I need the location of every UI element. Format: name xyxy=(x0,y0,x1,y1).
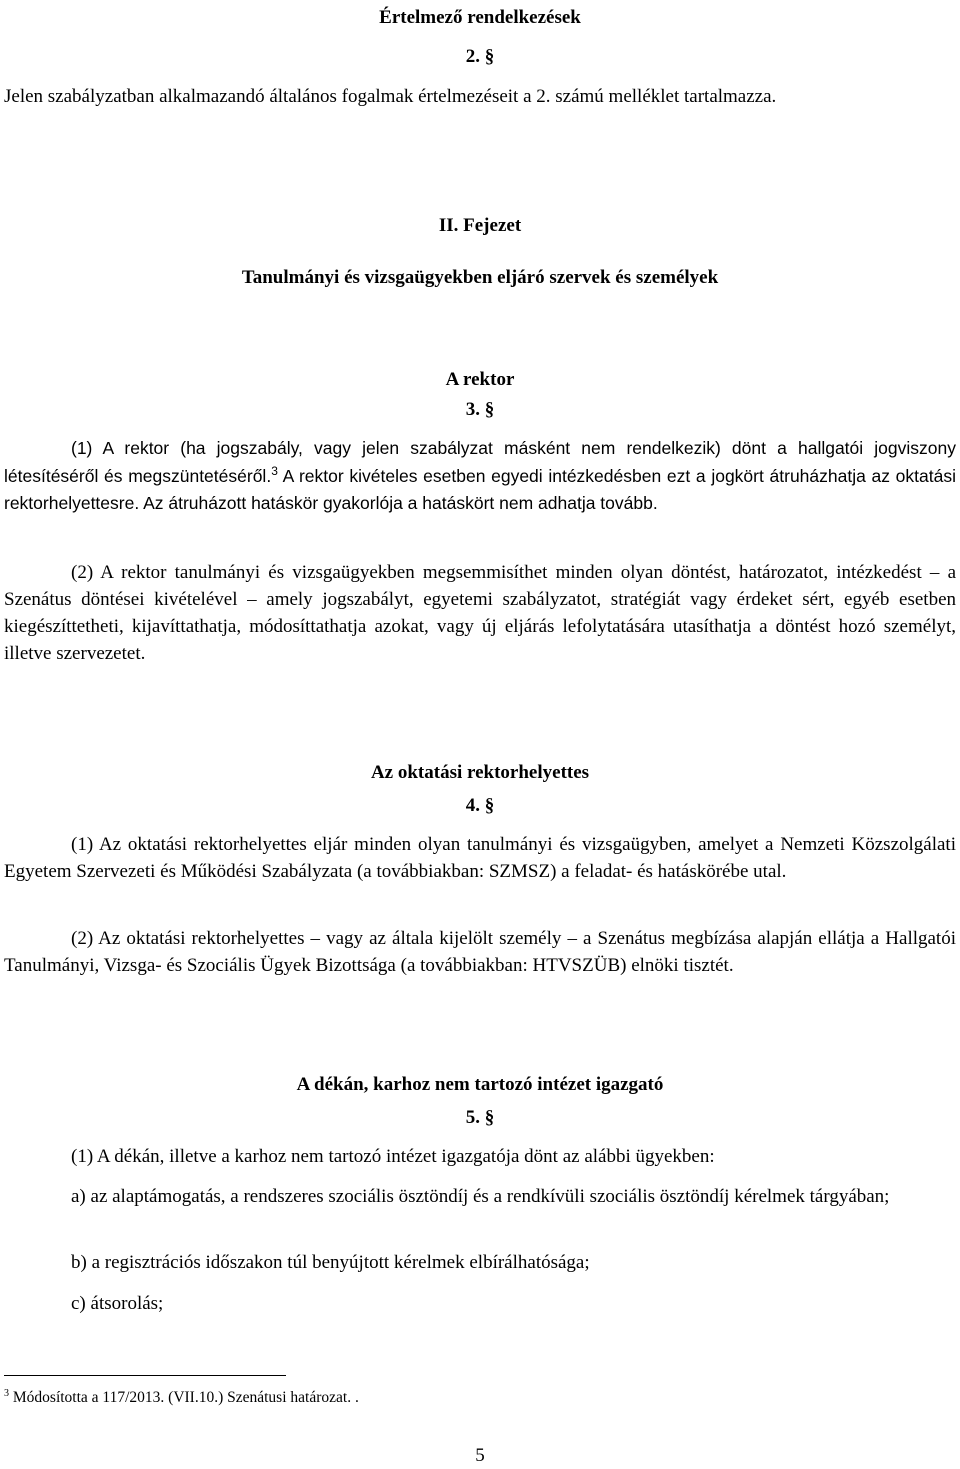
paragraph-3-2: (2) A rektor tanulmányi és vizsgaügyekben megsemmisíthet minden olyan döntést, határozatot, intézkedést – a Szenátus döntései kivételével – amely jogszabályt, egyetemi szabályzatot, stratégiát vagy érdeket sért, egyéb esetben kiegészíttetheti, kijavíttathatja, módosíttathatja azokat, vagy új eljárás lefolytatására utasíthatja a döntést hozó személyt, illetve szervezetet. xyxy=(4,562,956,664)
chapter-title: Tanulmányi és vizsgaügyekben eljáró szervek és személyek xyxy=(241,267,719,288)
section-title-interpretive: Értelmező rendelkezések xyxy=(379,7,581,28)
list-item: a) az alaptámogatás, a rendszeres szociális ösztöndíj és a rendkívüli szociális ösztöndíj kérelmek tárgyában; xyxy=(71,1186,890,1207)
page-number: 5 xyxy=(475,1445,485,1466)
list-item: b) a regisztrációs időszakon túl benyújtott kérelmek elbírálhatósága; xyxy=(71,1252,590,1273)
footnote-divider xyxy=(4,1375,286,1376)
paragraph-4-2: (2) Az oktatási rektorhelyettes – vagy az általa kijelölt személy – a Szenátus megbízása alapján ellátja a Hallgatói Tanulmányi, Vizsga- és Szociális Ügyek Bizottsága (a továbbiakban: HTVSZÜB) elnöki tisztét. xyxy=(4,928,956,976)
heading-rector: A rektor xyxy=(445,369,515,390)
paragraph-number-4: 4. § xyxy=(465,795,495,816)
heading-dean: A dékán, karhoz nem tartozó intézet igazgató xyxy=(296,1074,664,1095)
footnote-number: 3 xyxy=(4,1388,9,1399)
paragraph-3-1 xyxy=(4,435,956,518)
footnote-ref-3[interactable]: 3 xyxy=(271,463,278,478)
footnote xyxy=(4,1388,956,1408)
list-item: c) átsorolás; xyxy=(71,1293,164,1314)
paragraph-3-1-part1: (1) A rektor (ha jogszabály, vagy jelen szabályzat másként nem rendelkezik) dönt a hallgatói jogviszony létesítéséről és megszüntetéséről. xyxy=(4,438,956,486)
heading-vice-rector: Az oktatási rektorhelyettes xyxy=(370,762,590,783)
paragraph-2-text: Jelen szabályzatban alkalmazandó általános fogalmak értelmezéseit a 2. számú melléklet tartalmazza. xyxy=(4,86,777,107)
paragraph-number-5: 5. § xyxy=(465,1107,495,1128)
paragraph-number-2: 2. § xyxy=(465,46,495,67)
chapter-number: II. Fejezet xyxy=(438,215,522,236)
paragraph-3-1-part2: A rektor kivételes esetben egyedi intézkedésben ezt a jogkört átruházhatja az oktatási rektorhelyettesre. Az átruházott hatáskör gyakorlója a hatáskört nem adhatja tovább. xyxy=(4,465,956,513)
footnote-text: Módosította a 117/2013. (VII.10.) Szenátusi határozat. . xyxy=(12,1389,359,1406)
paragraph-5-1: (1) A dékán, illetve a karhoz nem tartozó intézet igazgatója dönt az alábbi ügyekben: xyxy=(71,1146,715,1167)
paragraph-4-1: (1) Az oktatási rektorhelyettes eljár minden olyan tanulmányi és vizsgaügyben, amelyet a Nemzeti Közszolgálati Egyetem Szervezeti és Működési Szabályzata (a továbbiakban: SZMSZ) a feladat- és hatáskörébe utal. xyxy=(4,834,956,882)
paragraph-number-3: 3. § xyxy=(465,399,495,420)
